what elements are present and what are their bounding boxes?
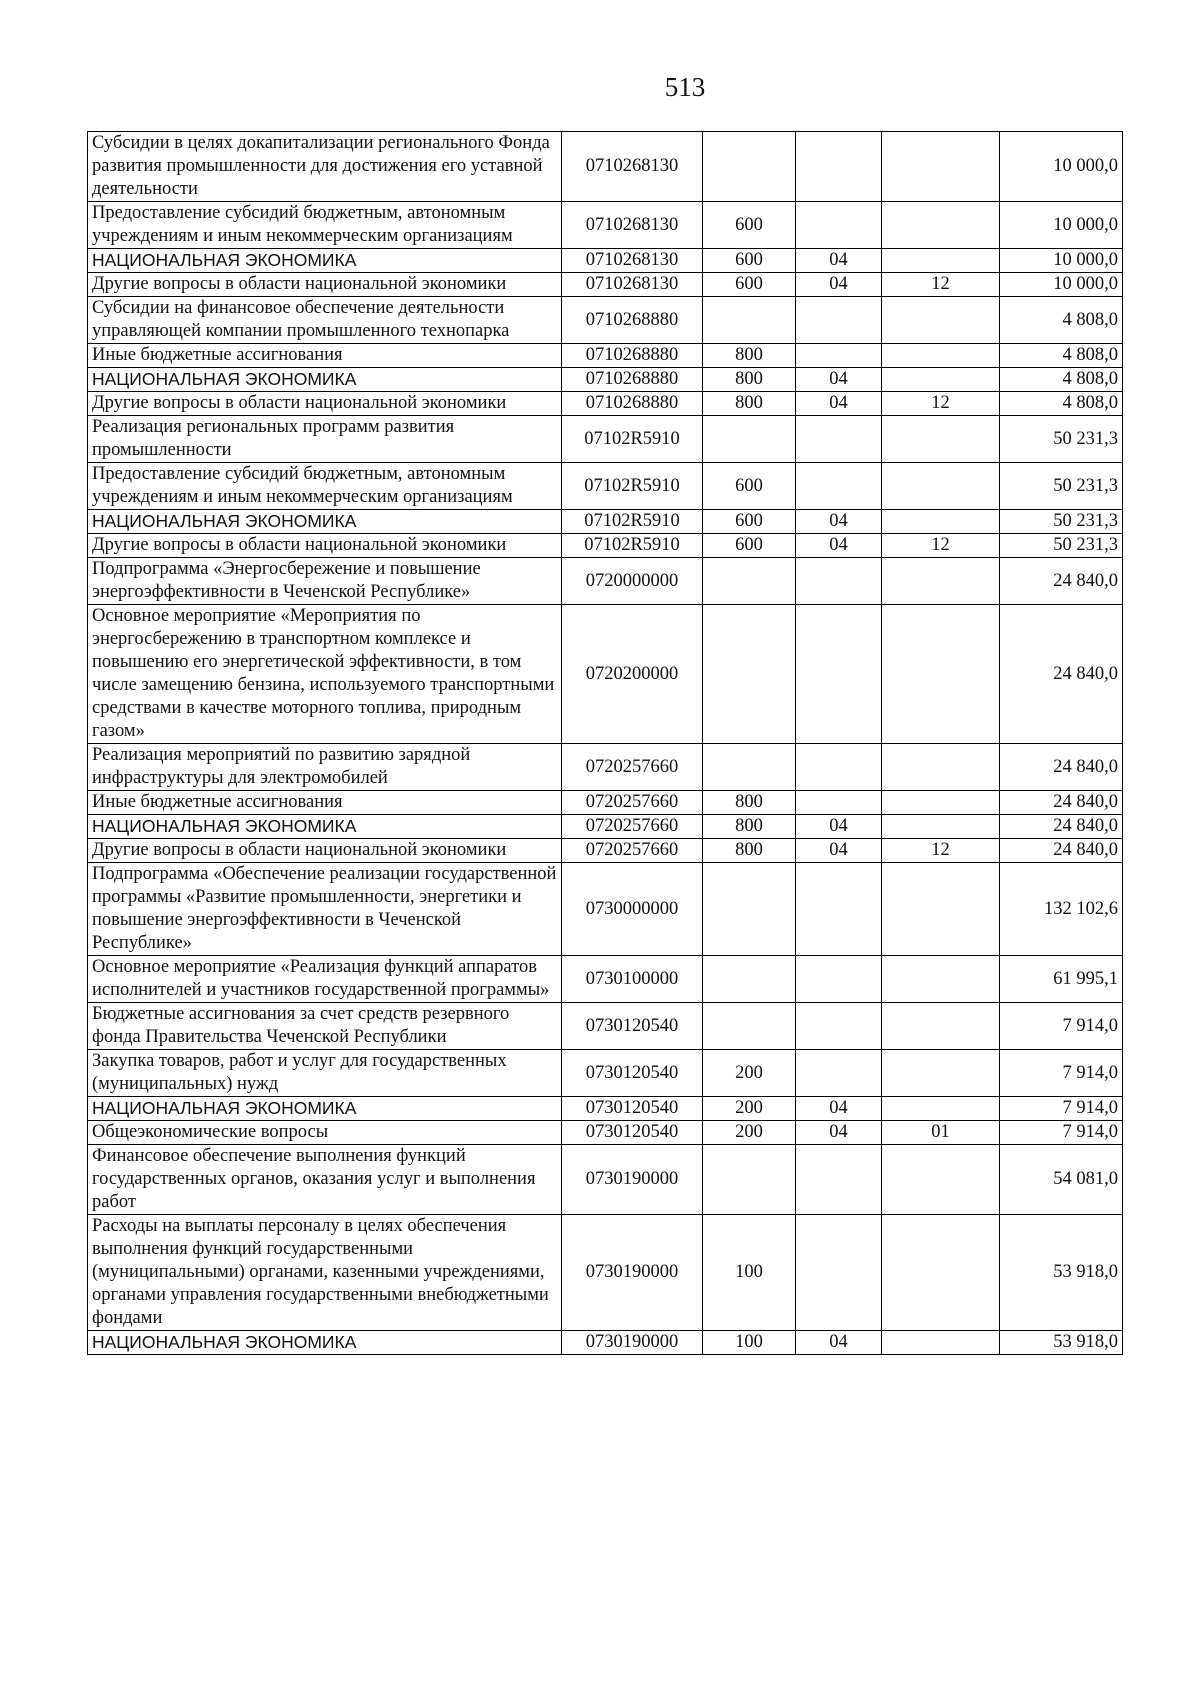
- table-row: [88, 1097, 1123, 1121]
- cell-expense-type: 200: [703, 1050, 796, 1097]
- cell-subsection: [882, 510, 1000, 534]
- cell-section: 04: [796, 368, 882, 392]
- cell-subsection: [882, 1331, 1000, 1355]
- cell-subsection: [882, 605, 1000, 744]
- cell-amount: 10 000,0: [1000, 273, 1123, 297]
- cell-section: [796, 416, 882, 463]
- cell-section: [796, 463, 882, 510]
- cell-target-code: 0710268880: [562, 297, 703, 344]
- budget-table: [87, 131, 1123, 1355]
- cell-subsection: [882, 297, 1000, 344]
- cell-target-code: 07102R5910: [562, 416, 703, 463]
- cell-subsection: [882, 815, 1000, 839]
- cell-amount: 53 918,0: [1000, 1331, 1123, 1355]
- cell-name: Финансовое обеспечение выполнения функций государственных органов, оказания услуг и выполнения работ: [88, 1145, 562, 1215]
- cell-expense-type: 600: [703, 249, 796, 273]
- cell-name: Закупка товаров, работ и услуг для государственных (муниципальных) нужд: [88, 1050, 562, 1097]
- table-row: [88, 1050, 1123, 1097]
- cell-target-code: 0730120540: [562, 1097, 703, 1121]
- cell-section: 04: [796, 1331, 882, 1355]
- cell-subsection: 12: [882, 273, 1000, 297]
- cell-amount: 7 914,0: [1000, 1121, 1123, 1145]
- cell-amount: 10 000,0: [1000, 249, 1123, 273]
- cell-expense-type: [703, 956, 796, 1003]
- cell-target-code: 0730100000: [562, 956, 703, 1003]
- cell-expense-type: [703, 863, 796, 956]
- cell-target-code: 0710268880: [562, 392, 703, 416]
- cell-name: НАЦИОНАЛЬНАЯ ЭКОНОМИКА: [88, 368, 562, 392]
- cell-name: Подпрограмма «Обеспечение реализации государственной программы «Развитие промышленности, энергетики и повышение энергоэффективности в Чеченской Республике»: [88, 863, 562, 956]
- cell-subsection: [882, 463, 1000, 510]
- cell-section: [796, 1003, 882, 1050]
- cell-amount: 7 914,0: [1000, 1097, 1123, 1121]
- cell-subsection: [882, 202, 1000, 249]
- cell-expense-type: 600: [703, 510, 796, 534]
- cell-expense-type: [703, 132, 796, 202]
- cell-name: Предоставление субсидий бюджетным, автономным учреждениям и иным некоммерческим организациям: [88, 202, 562, 249]
- cell-subsection: [882, 344, 1000, 368]
- cell-name: Другие вопросы в области национальной экономики: [88, 534, 562, 558]
- cell-subsection: [882, 558, 1000, 605]
- table-row: [88, 839, 1123, 863]
- cell-target-code: 0720000000: [562, 558, 703, 605]
- table-row: [88, 791, 1123, 815]
- cell-amount: 24 840,0: [1000, 791, 1123, 815]
- cell-subsection: [882, 1003, 1000, 1050]
- table-row: [88, 863, 1123, 956]
- cell-amount: 24 840,0: [1000, 839, 1123, 863]
- cell-expense-type: [703, 558, 796, 605]
- cell-subsection: 12: [882, 839, 1000, 863]
- cell-subsection: [882, 1097, 1000, 1121]
- cell-section: [796, 297, 882, 344]
- cell-expense-type: [703, 744, 796, 791]
- cell-name: Основное мероприятие «Мероприятия по энергосбережению в транспортном комплексе и повышению его энергетической эффективности, в том числе замещению бензина, используемого транспортными средствами в качестве моторного топлива, природным газом»: [88, 605, 562, 744]
- cell-name: Предоставление субсидий бюджетным, автономным учреждениям и иным некоммерческим организациям: [88, 463, 562, 510]
- table-row: [88, 392, 1123, 416]
- cell-expense-type: 600: [703, 202, 796, 249]
- cell-amount: 50 231,3: [1000, 534, 1123, 558]
- cell-expense-type: 800: [703, 815, 796, 839]
- cell-subsection: [882, 1050, 1000, 1097]
- cell-section: 04: [796, 392, 882, 416]
- cell-amount: 10 000,0: [1000, 202, 1123, 249]
- cell-name: Общеэкономические вопросы: [88, 1121, 562, 1145]
- cell-target-code: 0710268130: [562, 249, 703, 273]
- cell-amount: 7 914,0: [1000, 1003, 1123, 1050]
- cell-subsection: [882, 416, 1000, 463]
- budget-table-body: [88, 132, 1123, 1355]
- cell-expense-type: 100: [703, 1215, 796, 1331]
- cell-amount: 4 808,0: [1000, 344, 1123, 368]
- cell-name: Реализация мероприятий по развитию зарядной инфраструктуры для электромобилей: [88, 744, 562, 791]
- page-number: 513: [664, 72, 706, 102]
- cell-subsection: [882, 744, 1000, 791]
- cell-section: 04: [796, 249, 882, 273]
- cell-amount: 24 840,0: [1000, 605, 1123, 744]
- cell-amount: 50 231,3: [1000, 510, 1123, 534]
- cell-target-code: 0730120540: [562, 1050, 703, 1097]
- cell-amount: 24 840,0: [1000, 558, 1123, 605]
- cell-expense-type: [703, 1145, 796, 1215]
- cell-name: Иные бюджетные ассигнования: [88, 344, 562, 368]
- cell-expense-type: 800: [703, 392, 796, 416]
- table-row: [88, 744, 1123, 791]
- cell-amount: 24 840,0: [1000, 815, 1123, 839]
- cell-name: Реализация региональных программ развития промышленности: [88, 416, 562, 463]
- cell-section: [796, 956, 882, 1003]
- cell-amount: 50 231,3: [1000, 463, 1123, 510]
- cell-section: [796, 1050, 882, 1097]
- table-row: [88, 202, 1123, 249]
- cell-target-code: 0730190000: [562, 1145, 703, 1215]
- cell-amount: 132 102,6: [1000, 863, 1123, 956]
- cell-target-code: 0720257660: [562, 791, 703, 815]
- cell-name: Другие вопросы в области национальной экономики: [88, 839, 562, 863]
- cell-target-code: 0710268880: [562, 368, 703, 392]
- cell-amount: 53 918,0: [1000, 1215, 1123, 1331]
- cell-name: Другие вопросы в области национальной экономики: [88, 273, 562, 297]
- cell-expense-type: [703, 416, 796, 463]
- cell-name: Субсидии на финансовое обеспечение деятельности управляющей компании промышленного технопарка: [88, 297, 562, 344]
- cell-amount: 7 914,0: [1000, 1050, 1123, 1097]
- cell-amount: 4 808,0: [1000, 368, 1123, 392]
- cell-section: 04: [796, 1121, 882, 1145]
- cell-section: [796, 202, 882, 249]
- cell-target-code: 0730120540: [562, 1121, 703, 1145]
- cell-amount: 10 000,0: [1000, 132, 1123, 202]
- cell-expense-type: 200: [703, 1121, 796, 1145]
- cell-target-code: 0730000000: [562, 863, 703, 956]
- cell-expense-type: [703, 1003, 796, 1050]
- cell-expense-type: [703, 605, 796, 744]
- cell-target-code: 0710268130: [562, 132, 703, 202]
- table-row: [88, 1215, 1123, 1331]
- cell-target-code: 0710268130: [562, 273, 703, 297]
- table-row: [88, 605, 1123, 744]
- cell-amount: 54 081,0: [1000, 1145, 1123, 1215]
- cell-expense-type: 800: [703, 368, 796, 392]
- cell-target-code: 0720257660: [562, 744, 703, 791]
- cell-subsection: 12: [882, 392, 1000, 416]
- cell-name: Расходы на выплаты персоналу в целях обеспечения выполнения функций государственными (муниципальными) органами, казенными учреждениями, органами управления государственными внебюджетными фондами: [88, 1215, 562, 1331]
- table-row: [88, 463, 1123, 510]
- cell-name: Бюджетные ассигнования за счет средств резервного фонда Правительства Чеченской Республики: [88, 1003, 562, 1050]
- cell-section: 04: [796, 839, 882, 863]
- table-row: [88, 273, 1123, 297]
- cell-target-code: 0730190000: [562, 1331, 703, 1355]
- cell-section: [796, 1215, 882, 1331]
- cell-target-code: 07102R5910: [562, 534, 703, 558]
- cell-target-code: 0710268130: [562, 202, 703, 249]
- cell-section: 04: [796, 510, 882, 534]
- cell-target-code: 0720257660: [562, 839, 703, 863]
- table-row: [88, 558, 1123, 605]
- cell-section: 04: [796, 273, 882, 297]
- cell-section: [796, 132, 882, 202]
- table-row: [88, 815, 1123, 839]
- table-row: [88, 510, 1123, 534]
- table-row: [88, 1145, 1123, 1215]
- cell-target-code: 0720257660: [562, 815, 703, 839]
- table-row: [88, 368, 1123, 392]
- cell-subsection: [882, 368, 1000, 392]
- cell-amount: 50 231,3: [1000, 416, 1123, 463]
- cell-expense-type: 800: [703, 839, 796, 863]
- cell-expense-type: 100: [703, 1331, 796, 1355]
- cell-target-code: 07102R5910: [562, 463, 703, 510]
- cell-section: [796, 344, 882, 368]
- table-row: [88, 1003, 1123, 1050]
- cell-subsection: [882, 956, 1000, 1003]
- cell-expense-type: 600: [703, 273, 796, 297]
- cell-expense-type: 800: [703, 344, 796, 368]
- cell-section: 04: [796, 1097, 882, 1121]
- cell-expense-type: 800: [703, 791, 796, 815]
- cell-name: НАЦИОНАЛЬНАЯ ЭКОНОМИКА: [88, 815, 562, 839]
- cell-section: 04: [796, 534, 882, 558]
- cell-name: НАЦИОНАЛЬНАЯ ЭКОНОМИКА: [88, 1331, 562, 1355]
- cell-subsection: [882, 791, 1000, 815]
- cell-section: [796, 863, 882, 956]
- cell-name: Иные бюджетные ассигнования: [88, 791, 562, 815]
- cell-name: Основное мероприятие «Реализация функций аппаратов исполнителей и участников государственной программы»: [88, 956, 562, 1003]
- cell-section: [796, 744, 882, 791]
- table-row: [88, 132, 1123, 202]
- cell-name: НАЦИОНАЛЬНАЯ ЭКОНОМИКА: [88, 1097, 562, 1121]
- cell-section: [796, 791, 882, 815]
- cell-expense-type: 200: [703, 1097, 796, 1121]
- table-row: [88, 297, 1123, 344]
- table-row: [88, 344, 1123, 368]
- cell-amount: 4 808,0: [1000, 297, 1123, 344]
- cell-expense-type: 600: [703, 534, 796, 558]
- cell-target-code: 0730120540: [562, 1003, 703, 1050]
- cell-target-code: 0730190000: [562, 1215, 703, 1331]
- cell-subsection: [882, 249, 1000, 273]
- table-row: [88, 1121, 1123, 1145]
- cell-name: Другие вопросы в области национальной экономики: [88, 392, 562, 416]
- cell-name: Подпрограмма «Энергосбережение и повышение энергоэффективности в Чеченской Республике»: [88, 558, 562, 605]
- cell-target-code: 0720200000: [562, 605, 703, 744]
- cell-name: НАЦИОНАЛЬНАЯ ЭКОНОМИКА: [88, 249, 562, 273]
- cell-expense-type: 600: [703, 463, 796, 510]
- cell-subsection: [882, 1145, 1000, 1215]
- cell-subsection: [882, 863, 1000, 956]
- cell-section: [796, 605, 882, 744]
- cell-subsection: 01: [882, 1121, 1000, 1145]
- cell-name: Субсидии в целях докапитализации регионального Фонда развития промышленности для достижения его уставной деятельности: [88, 132, 562, 202]
- table-row: [88, 956, 1123, 1003]
- table-row: [88, 534, 1123, 558]
- cell-amount: 4 808,0: [1000, 392, 1123, 416]
- cell-subsection: [882, 132, 1000, 202]
- cell-subsection: 12: [882, 534, 1000, 558]
- cell-name: НАЦИОНАЛЬНАЯ ЭКОНОМИКА: [88, 510, 562, 534]
- table-row: [88, 1331, 1123, 1355]
- cell-amount: 24 840,0: [1000, 744, 1123, 791]
- cell-subsection: [882, 1215, 1000, 1331]
- table-row: [88, 416, 1123, 463]
- cell-section: [796, 558, 882, 605]
- cell-amount: 61 995,1: [1000, 956, 1123, 1003]
- cell-expense-type: [703, 297, 796, 344]
- table-row: [88, 249, 1123, 273]
- cell-section: [796, 1145, 882, 1215]
- cell-section: 04: [796, 815, 882, 839]
- cell-target-code: 07102R5910: [562, 510, 703, 534]
- cell-target-code: 0710268880: [562, 344, 703, 368]
